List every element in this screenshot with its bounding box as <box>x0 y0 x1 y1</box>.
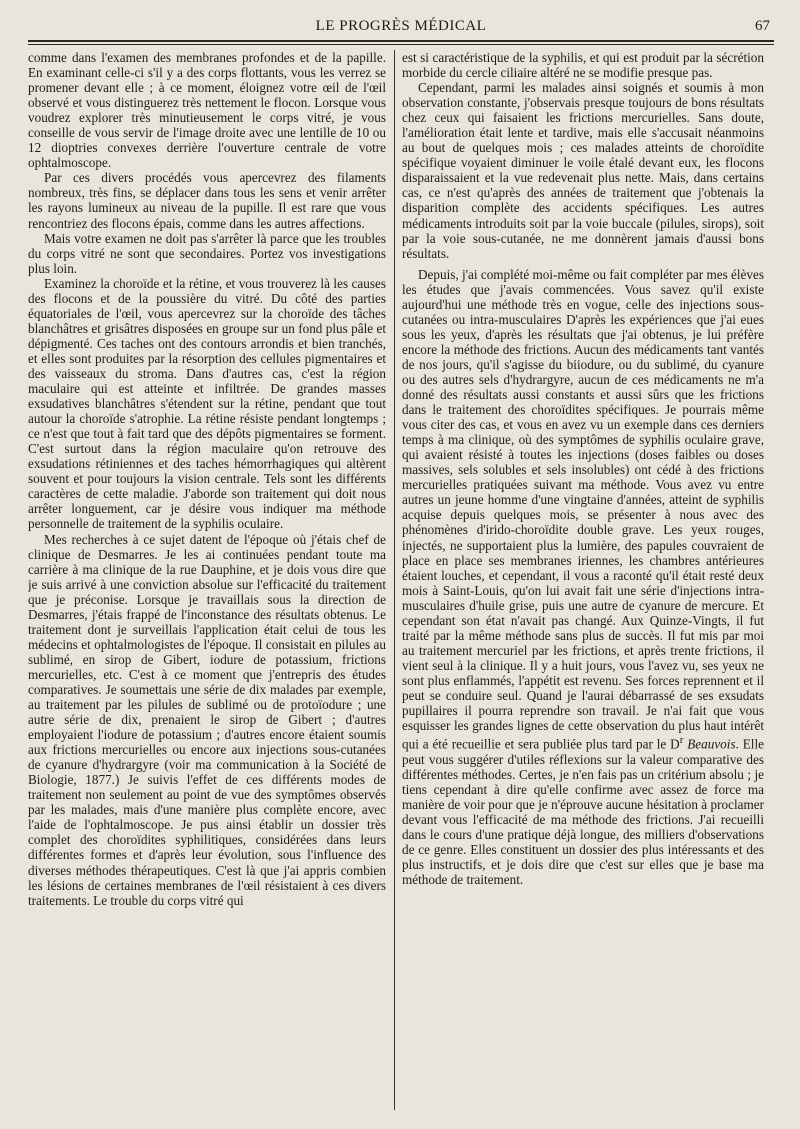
paragraph: Par ces divers procédés vous apercevrez des filaments nombreux, très fins, se déplacer dans tous les sens et venir arrêter les rayons lumineux au niveau de la pupille. Il est rare que vous rencontriez des flocons épais, comme dans les autres affections. <box>28 170 386 231</box>
paragraph-text: Depuis, j'ai complété moi-même ou fait compléter par mes élèves les études que j'avais commencées. Vous savez qu'il existe aujourd'hui une méthode très en vogue, celle des injections sous-cutanées ou intra-musculaires D'après les expériences que j'ai eues sous les yeux, d'après les résultats que j'ai obtenus, je lui préfère encore la méthode des frictions. Aucun des médicaments tant vantés de nos jours, qu'il s'agisse du biiodure, ou du sublimé, du cyanure ou des autres sels d'hydrargyre, aucun de ces médicaments ne m'a donné des résultats aussi constants et aussi sûrs que les frictions dans le traitement des choroïdites spécifiques. Je pourrais même vous citer des cas, et vous en avez vu un exemple dans ces derniers temps à ma clinique, où des symptômes de syphilis oculaire grave, qui avaient résisté à toutes les injections (doses faibles ou doses massives, sels solubles et sels insolubles) ont cédé à des frictions mercurielles pratiquées suivant ma méthode. Vous avez vu entre autres un jeune homme d'une vingtaine d'années, atteint de syphilis acquise depuis quelques mois, se présenter à nous avec des phénomènes d'irido-choroïdite double grave. Les yeux rouges, injectés, ne supportaient plus la lumière, des papules couvraient de place en place ses membranes iriennes, les chambres antérieures étaient louches, et cependant, il vous a raconté qu'il était resté deux mois à Saint-Louis, qu'on lui avait fait une série d'injections intra-musculaires d'huile grise, puis une autre de cyanure de mercure. Et cependant son état n'avait pas changé. Aux Quinze-Vingts, il fut traité par la même méthode sans plus de succès. Il fut mis par moi au traitement mercuriel par les frictions, et après trente frictions, il vient seul à la clinique. Il y a huit jours, vous l'avez vu, ses yeux ne sont plus enflammés, l'appétit est revenu. Ses forces reprennent et il peut se conduire seul. Quand je l'aurai débarrassé de ses exsudats pupillaires il pourra reprendre son travail. Je n'ai fait que vous esquisser les grandes lignes de cette observation du plus haut intérêt qui a été recueillie et sera publiée plus tard par le D <box>402 266 764 752</box>
header-rule-thin <box>28 44 774 45</box>
paragraph: comme dans l'examen des membranes profondes et de la papille. En examinant celle-ci s'il y a des corps flottants, vous les verrez se promener devant elle ; à ce moment, éloignez votre œil de l'œil observé et vous distinguerez très nettement le flocon. Lorsque vous voudrez explorer très minutieusement le corps vitré, je vous conseille de vous servir de l'image droite avec une lentille de 10 ou 12 dioptries convexes derrière l'ouverture centrale de votre ophtalmoscope. <box>28 50 386 171</box>
column-divider <box>394 50 395 1110</box>
left-column <box>28 50 386 1116</box>
paragraph: Mais votre examen ne doit pas s'arrêter là parce que les troubles du corps vitré ne sont que secondaires. Portez vos investigations plus loin. <box>28 230 386 276</box>
cited-name: Beauvois <box>687 736 736 752</box>
paragraph: Mes recherches à ce sujet datent de l'époque où j'étais chef de clinique de Desmarres. Je les ai continuées pendant toute ma carrière à ma clinique de la rue Dauphine, et je dois vous dire que je suis arrivé à une conviction absolue sur l'efficacité du traitement que je préconise. Lorsque je travaillais sous la direction de Desmarres, j'étais frappé de l'inconstance des résultats obtenus. Le traitement dont je surveillais l'application était celui de tous les médecins et ophtalmologistes de l'époque. Il consistait en pilules au sublimé, en sirop de Gibert, iodure de potassium, frictions mercurielles, etc. C'est à ce moment que j'entrepris des études comparatives. Je soumettais une série de dix malades par exemple, au traitement par les pilules de sublimé ou de protoïodure ; une autre série de dix, prenaient le sirop de Gibert ; d'autres employaient l'iodure de potassium ; d'autres encore étaient soumis aux frictions mercurielles ou encore aux injections sous-cutanées de cyanure d'hydrargyre (voir ma communication à la Société de Biologie, 1877.) Je suivis l'effet de ces différents modes de traitement non seulement au point de vue des symptômes observés par les malades, mais d'une manière plus complète encore, avec l'aide de l'ophtalmoscope. Je pus ainsi établir un dossier très complet des choroïdites syphilitiques, considérées dans leurs différentes formes et d'après leur évolution, sous l'influence des diverses méthodes thérapeutiques. C'est là que j'ai appris combien les lésions de certaines membranes de l'œil résistaient à ces divers traitements. Le trouble du corps vitré qui <box>28 531 386 908</box>
journal-title: LE PROGRÈS MÉDICAL <box>315 18 487 34</box>
page-number: 67 <box>755 18 770 34</box>
paragraph-final <box>402 267 764 887</box>
running-header <box>28 14 774 40</box>
doctor-abbrev-superscript: r <box>679 734 684 747</box>
paragraph: est si caractéristique de la syphilis, et qui est produit par la sécrétion morbide du cercle ciliaire altéré ne se modifie presque pas. <box>402 50 764 81</box>
paragraph: Cependant, parmi les malades ainsi soignés et soumis à mon observation constante, j'observais presque toujours de bons résultats chez ceux qui faisaient les frictions mercurielles. Sans doute, l'amélioration était lente et tardive, mais elle s'accusait néanmoins au bout de quelques mois ; ces malades atteints de choroïdite spécifique voyaient diminuer le voile étalé devant eux, les flocons disparaissaient et la vue redevenait plus nette. Mais, dans certains cas, ce n'est qu'après des années de traitement que j'obtenais la disparition complète des accidents spécifiques. Les autres médicaments introduits soit par la voie buccale (pilules, sirops), soit par la voie sous-cutanée, ne me donnèrent jamais d'aussi bons résultats. <box>402 80 764 261</box>
paragraph-text-tail: . Elle peut vous suggérer d'utiles réflexions sur la valeur comparative des différentes méthodes. Certes, je n'en fais pas un critérium absolu ; je tiens cependant à dire qu'elle confirme avec assez de force ma manière de voir pour que je n'éprouve aucune hésitation à proclamer devant vous l'efficacité de ma méthode des frictions. J'ai recueilli dans le cours d'une pratique déjà longue, des milliers d'observations de ce genre. Elles constituent un dossier des plus intéressants et des plus instructifs, et je dois dire que c'est sur elles que je base ma méthode de traitement. <box>402 736 764 887</box>
right-column <box>402 50 764 1116</box>
paragraph: Examinez la choroïde et la rétine, et vous trouverez là les causes des flocons et de la poussière du vitré. Du côté des parties équatoriales de l'œil, vous apercevrez sur la choroïde des tâches blanchâtres et grisâtres disposées en groupe sur un fond plus pâle et dépigmenté. Ces taches ont des contours arrondis et bien tranchés, et elles sont produites par la résorption des cellules pigmentaires et des vaisseaux du stroma. Dans d'autres cas, c'est la région maculaire qui est atteinte et infiltrée. De grandes masses exsudatives blanchâtres s'étendent sur la rétine, pendant que tout autour la choroïde s'atrophie. La rétine résiste pendant longtemps ; ce n'est que tout à fait tard que des dépôts pigmentaires se forment. C'est surtout dans la région maculaire qu'on retrouve des exsudations rétiniennes et des taches hémorrhagiques qui altèrent souvent et pour toujours la vision centrale. Tels sont les différents caractères de cette maladie. J'aborde son traitement qui doit nous arrêter longuement, car je désire vous indiquer ma méthode personnelle de traitement de la syphilis oculaire. <box>28 275 386 532</box>
header-rule-thick <box>28 40 774 42</box>
